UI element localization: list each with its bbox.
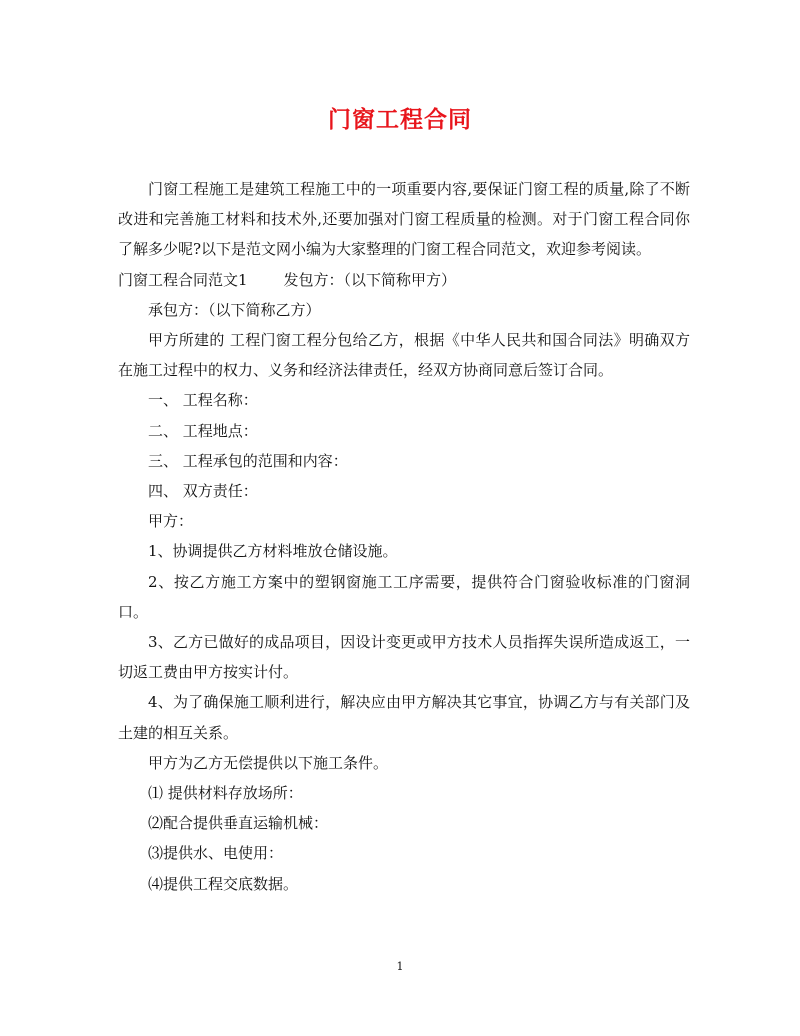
condition-item: ⑴ 提供材料存放场所： (148, 784, 303, 803)
sample-title: 门窗工程合同范文1 (118, 270, 248, 289)
page-number: 1 (396, 960, 404, 973)
duty-item: 2、按乙方施工方案中的塑钢窗施工工序需要，提供符合门窗验收标准的门窗洞口。 (118, 572, 690, 621)
condition-item: ⑵配合提供垂直运输机械： (148, 814, 329, 833)
party-a-heading: 甲方： (148, 512, 194, 531)
condition-item: ⑶提供水、电使用： (148, 844, 284, 863)
party-a-line: 发包方：（以下简称甲方） (283, 270, 457, 289)
agreement-paragraph: 甲方所建的 工程门窗工程分包给乙方，根据《中华人民共和国合同法》明确双方在施工过程中的权力、义务和经济法律责任，经双方协商同意后签订合同。 (118, 331, 690, 380)
party-b-line: 承包方：（以下简称乙方） (148, 300, 321, 319)
section-item: 二、 工程地点： (148, 421, 258, 440)
document-body (118, 174, 690, 899)
document-title: 门窗工程合同 (328, 106, 472, 133)
intro-paragraph: 门窗工程施工是建筑工程施工中的一项重要内容,要保证门窗工程的质量,除了不断改进和完善施工材料和技术外,还要加强对门窗工程质量的检测。对于门窗工程合同你了解多少呢?以下是范文网小编为大家整理的门窗工程合同范文，欢迎参考阅读。 (118, 180, 690, 259)
duty-item: 4、为了确保施工顺利进行，解决应由甲方解决其它事宜，协调乙方与有关部门及土建的相互关系。 (118, 693, 690, 742)
section-item: 一、 工程名称： (148, 391, 258, 410)
conditions-heading: 甲方为乙方无偿提供以下施工条件。 (148, 753, 389, 772)
section-item: 三、 工程承包的范围和内容： (148, 451, 348, 470)
condition-item: ⑷提供工程交底数据。 (148, 874, 299, 893)
section-item: 四、 双方责任： (148, 482, 258, 501)
duty-item: 1、协调提供乙方材料堆放仓储设施。 (148, 542, 398, 561)
sample-heading-line (118, 265, 690, 295)
duty-item: 3、乙方已做好的成品项目，因设计变更或甲方技术人员指挥失误所造成返工，一切返工费由甲方按实计付。 (118, 633, 690, 682)
